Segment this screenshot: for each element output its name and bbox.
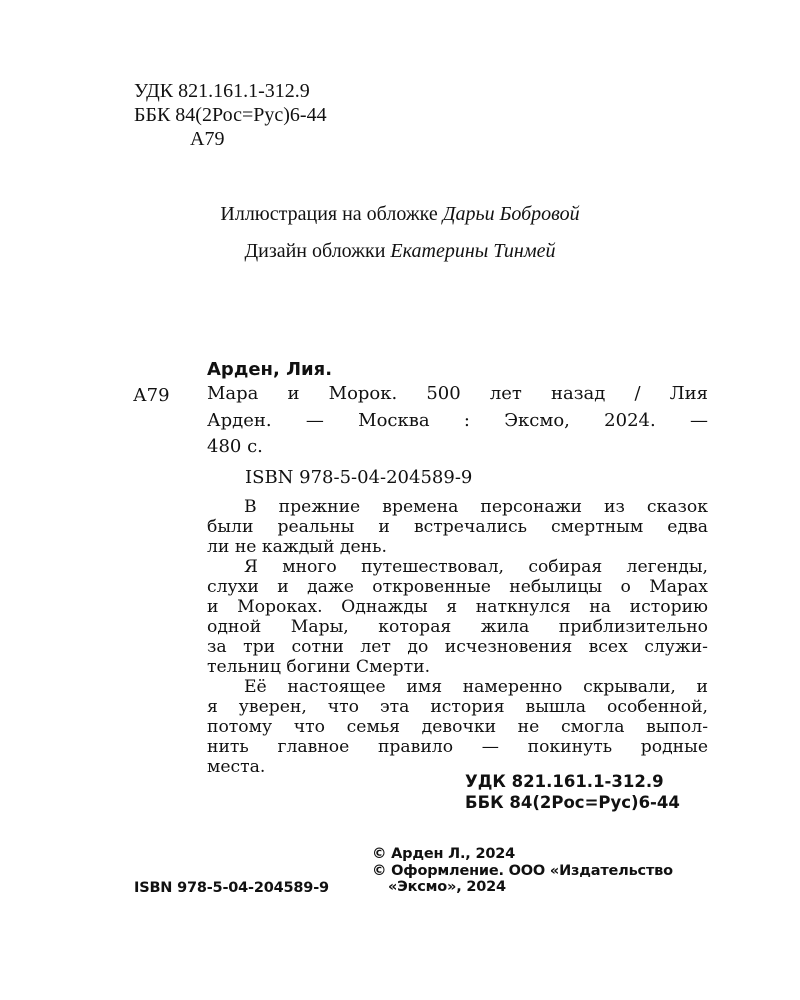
annotation-line: потому что семья девочки не смогла выпол- <box>207 717 708 737</box>
author-mark: А79 <box>190 128 225 150</box>
copyright-publisher: «Эксмо», 2024 <box>388 879 506 895</box>
bbk-code: ББК 84(2Рос=Рус)6-44 <box>134 104 327 126</box>
footer-udk: УДК 821.161.1-312.9 <box>465 772 664 791</box>
annotation-line: слухи и даже откровенные небылицы о Марах <box>207 577 708 597</box>
annotation-line: были реальны и встречались смертным едва <box>207 517 708 537</box>
annotation-line: за три сотни лет до исчезновения всех служи- <box>207 637 708 657</box>
design-credit <box>0 240 800 263</box>
annotation-line: я уверен, что эта история вышла особенной, <box>207 697 708 717</box>
annotation-line: нить главное правило — покинуть родные <box>207 737 708 757</box>
annotation-line: одной Мары, которая жила приблизительно <box>207 617 708 637</box>
record-desc-line: 480 с. <box>207 436 263 457</box>
annotation-line: места. <box>207 757 266 777</box>
record-isbn: ISBN 978-5-04-204589-9 <box>245 467 473 488</box>
record-desc-line: Арден. — Москва : Эксмо, 2024. — <box>207 410 708 431</box>
record-author: Арден, Лия. <box>207 359 333 380</box>
footer-isbn: ISBN 978-5-04-204589-9 <box>134 880 329 896</box>
record-mark: А79 <box>133 385 170 406</box>
illustration-credit <box>0 203 800 226</box>
illustration-name: Дарьи Бобровой <box>442 203 580 225</box>
annotation-line: В прежние времена персонажи из сказок <box>244 497 708 517</box>
annotation-line: тельниц богини Смерти. <box>207 657 431 677</box>
annotation-line: и Мороках. Однажды я наткнулся на историю <box>207 597 708 617</box>
record-desc-line: Мара и Морок. 500 лет назад / Лия <box>207 383 708 404</box>
annotation-line: Её настоящее имя намеренно скрывали, и <box>244 677 708 697</box>
design-label: Дизайн обложки <box>244 240 386 262</box>
illustration-label: Иллюстрация на обложке <box>220 203 438 225</box>
annotation-line: Я много путешествовал, собирая легенды, <box>244 557 708 577</box>
footer-bbk: ББК 84(2Рос=Рус)6-44 <box>465 793 680 812</box>
design-name: Екатерины Тинмей <box>390 240 556 262</box>
copyright-author: © Арден Л., 2024 <box>372 846 516 862</box>
copyright-design: © Оформление. ООО «Издательство <box>372 863 673 879</box>
annotation-line: ли не каждый день. <box>207 537 387 557</box>
udk-code: УДК 821.161.1-312.9 <box>134 80 310 102</box>
